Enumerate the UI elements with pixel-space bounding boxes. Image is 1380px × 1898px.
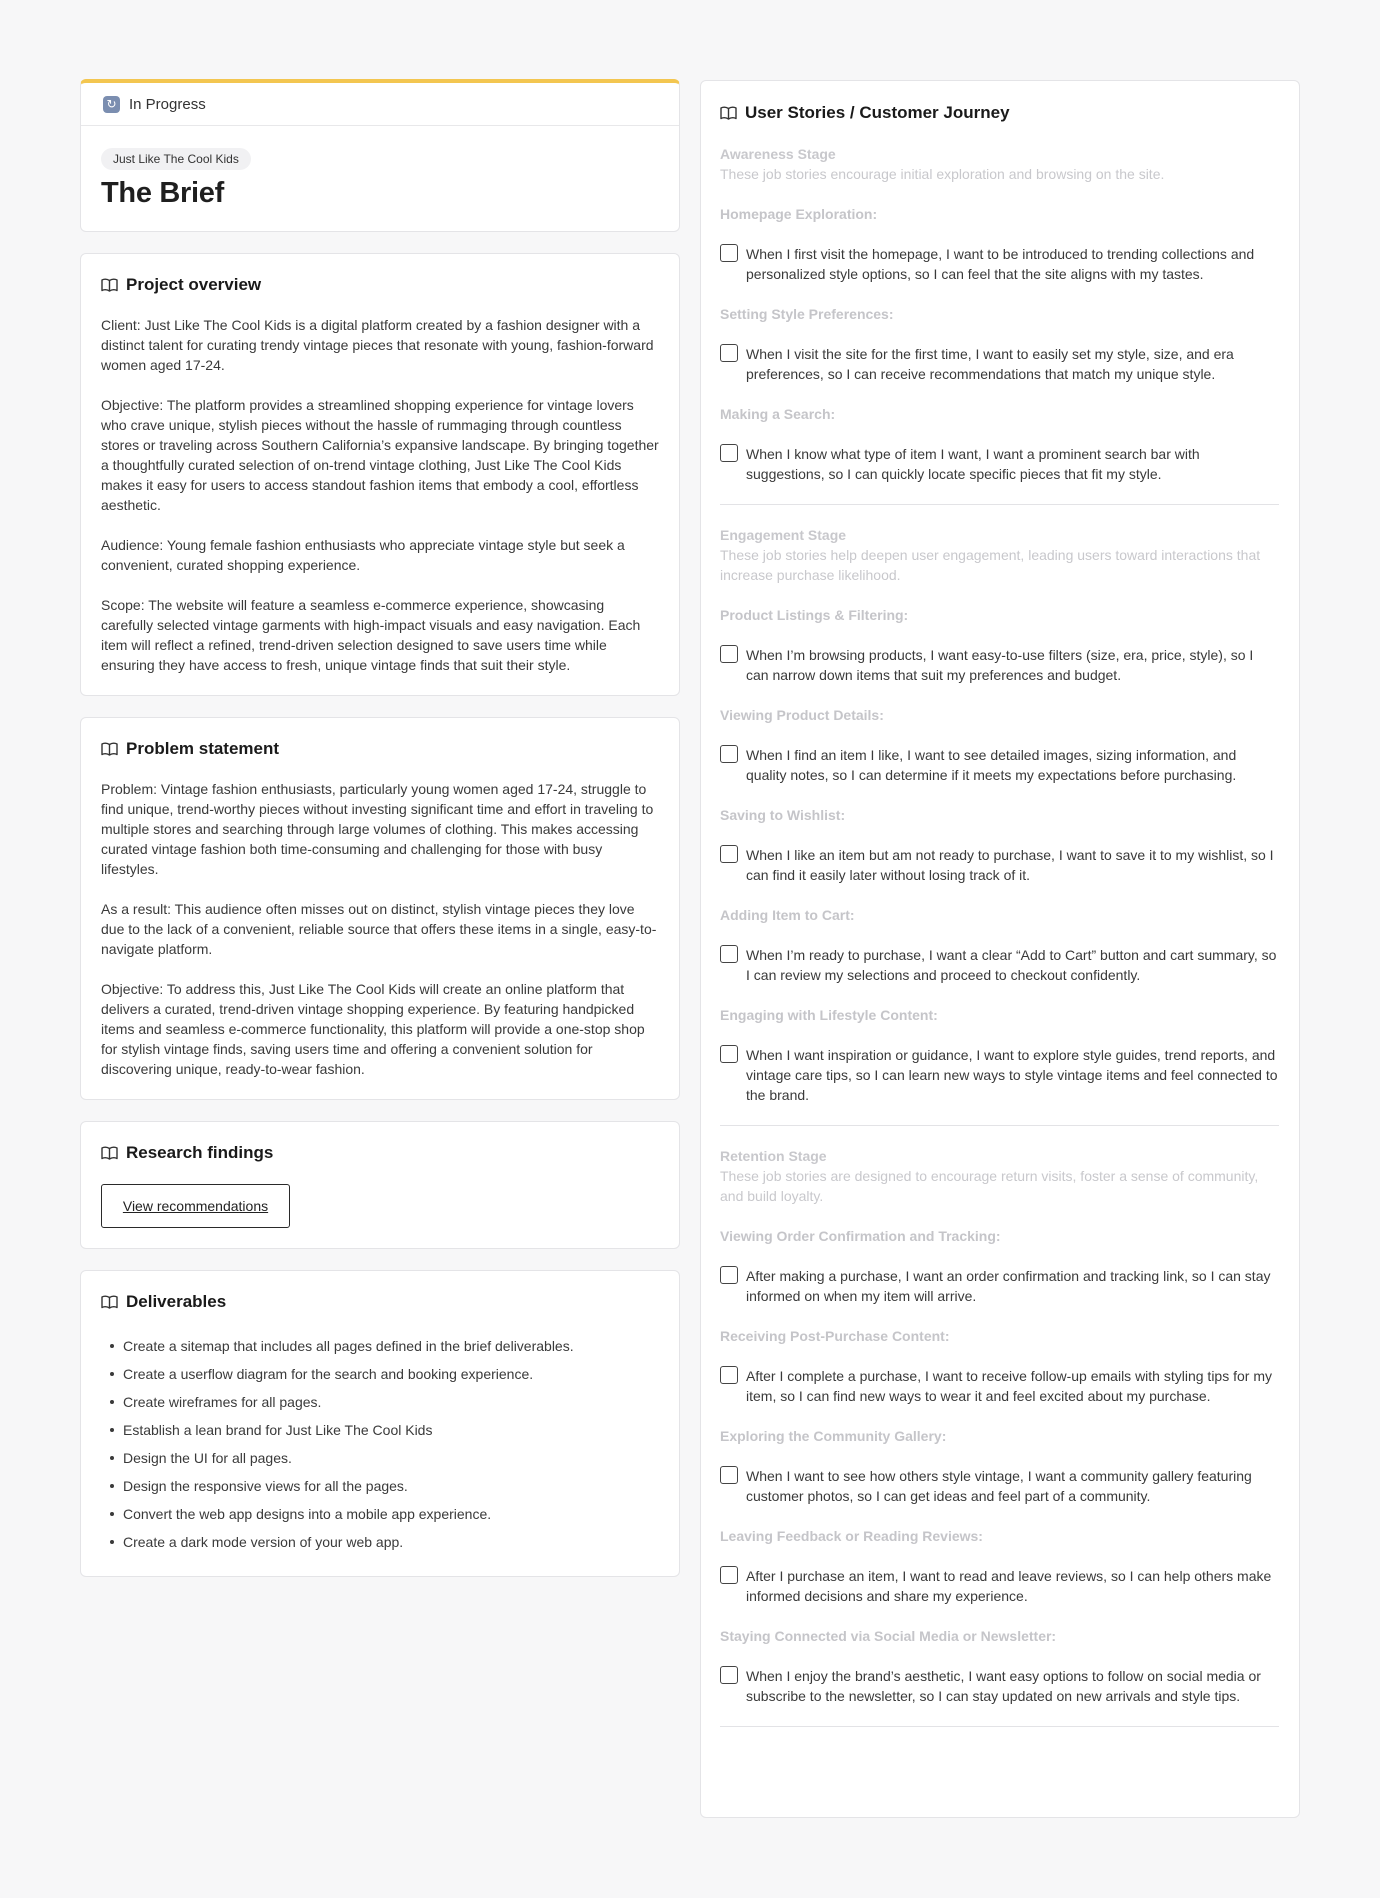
list-item: Design the UI for all pages. [101, 1444, 659, 1472]
story-checkbox[interactable] [720, 745, 738, 763]
stage-heading: Retention Stage [720, 1148, 827, 1164]
story-text: When I’m ready to purchase, I want a clear “Add to Cart” button and cart summary, so I can review my selections and proceed to checkout confidently. [746, 947, 1277, 983]
story-item [720, 444, 1279, 484]
story-group-heading: Adding Item to Cart: [720, 907, 855, 923]
stage-description: These job stories help deepen user engagement, leading users toward interactions that increase purchase likelihood. [720, 547, 1261, 583]
overview-client: Client: Just Like The Cool Kids is a digital platform created by a fashion designer with a distinct talent for curating trendy vintage pieces that resonate with young, fashion-forward women aged 17-24. [101, 317, 654, 373]
book-icon [101, 1295, 118, 1309]
deliverables-list [101, 1332, 659, 1556]
story-group-heading: Receiving Post-Purchase Content: [720, 1328, 950, 1344]
story-item [720, 1666, 1279, 1706]
story-checkbox[interactable] [720, 444, 738, 462]
list-item: Convert the web app designs into a mobile app experience. [101, 1500, 659, 1528]
story-group-heading: Viewing Product Details: [720, 707, 884, 723]
story-checkbox[interactable] [720, 1566, 738, 1584]
book-icon [101, 742, 118, 756]
list-item: Create a dark mode version of your web app. [101, 1528, 659, 1556]
section-title: User Stories / Customer Journey [745, 103, 1010, 122]
section-title: Research findings [126, 1143, 274, 1162]
story-text: After making a purchase, I want an order confirmation and tracking link, so I can stay informed on when my item will arrive. [746, 1268, 1271, 1304]
page-title: The Brief [101, 177, 224, 209]
problem-paragraph: Problem: Vintage fashion enthusiasts, particularly young women aged 17-24, struggle to find unique, trend-worthy pieces without investing significant time and effort in traveling to multiple stores and searching through large volumes of clothing. This makes accessing curated vintage fashion both time-consuming and challenging for those with busy lifestyles. [101, 781, 654, 877]
status-row [81, 83, 679, 126]
book-icon [101, 278, 118, 292]
story-item [720, 1466, 1279, 1506]
list-item: Create a sitemap that includes all pages defined in the brief deliverables. [101, 1332, 659, 1360]
story-group-heading: Saving to Wishlist: [720, 807, 846, 823]
story-group-heading: Product Listings & Filtering: [720, 607, 909, 623]
overview-objective: Objective: The platform provides a streamlined shopping experience for vintage lovers who crave unique, stylish pieces without the hassle of rummaging through countless stores or traveling across Southern California’s expansive landscape. By bringing together a thoughtfully curated selection of on-trend vintage clothing, Just Like The Cool Kids makes it easy for users to access standout fashion items that embody a cool, effortless aesthetic. [101, 397, 659, 513]
stage-heading: Awareness Stage [720, 146, 836, 162]
story-text: When I want to see how others style vintage, I want a community gallery featuring customer photos, so I can get ideas and feel part of a community. [746, 1468, 1252, 1504]
story-checkbox[interactable] [720, 645, 738, 663]
story-text: When I’m browsing products, I want easy-to-use filters (size, era, price, style), so I can narrow down items that suit my preferences and budget. [746, 647, 1254, 683]
list-item: Create wireframes for all pages. [101, 1388, 659, 1416]
stage-heading: Engagement Stage [720, 527, 847, 543]
book-icon [101, 1146, 118, 1160]
book-icon [720, 106, 737, 120]
story-group-heading: Exploring the Community Gallery: [720, 1428, 947, 1444]
left-column [80, 79, 680, 1577]
brief-header-card [80, 79, 680, 232]
problem-result: As a result: This audience often misses out on distinct, stylish vintage pieces they love due to the lack of a convenient, reliable source that offers these items in a single, easy-to-navigate platform. [101, 901, 657, 957]
stage-description: These job stories encourage initial exploration and browsing on the site. [720, 166, 1165, 182]
story-text: When I find an item I like, I want to see detailed images, sizing information, and quality notes, so I can determine if it meets my expectations before purchasing. [746, 747, 1237, 783]
story-checkbox[interactable] [720, 244, 738, 262]
overview-scope: Scope: The website will feature a seamless e-commerce experience, showcasing carefully selected vintage garments with high-impact visuals and easy navigation. Each item will reflect a refined, trend-driven selection designed to save users time while ensuring they have access to fresh, unique vintage finds that suit their style. [101, 597, 641, 673]
story-group-heading: Setting Style Preferences: [720, 306, 894, 322]
story-checkbox[interactable] [720, 1666, 738, 1684]
stage-description: These job stories are designed to encourage return visits, foster a sense of community, and build loyalty. [720, 1168, 1259, 1204]
story-group-heading: Leaving Feedback or Reading Reviews: [720, 1528, 983, 1544]
problem-objective: Objective: To address this, Just Like The Cool Kids will create an online platform that delivers a curated, trend-driven vintage shopping experience. By featuring handpicked items and seamless e-commerce functionality, this platform will provide a one-stop shop for stylish vintage finds, saving users time and offering a convenient solution for discovering unique, ready-to-wear fashion. [101, 981, 645, 1077]
research-findings-card [80, 1121, 680, 1249]
stage-divider [720, 1125, 1279, 1126]
story-item [720, 945, 1279, 985]
story-text: When I want inspiration or guidance, I want to explore style guides, trend reports, and vintage care tips, so I can learn new ways to style vintage items and feel connected to the brand. [746, 1047, 1278, 1103]
story-text: When I first visit the homepage, I want to be introduced to trending collections and personalized style options, so I can feel that the site aligns with my tastes. [746, 246, 1255, 282]
section-title: Problem statement [126, 739, 280, 758]
story-group-heading: Staying Connected via Social Media or Newsletter: [720, 1628, 1057, 1644]
story-checkbox[interactable] [720, 1366, 738, 1384]
story-group-heading: Homepage Exploration: [720, 206, 878, 222]
list-item: Design the responsive views for all the pages. [101, 1472, 659, 1500]
right-column [700, 80, 1300, 1818]
story-item [720, 1045, 1279, 1105]
client-tag: Just Like The Cool Kids [101, 148, 251, 170]
story-item [720, 1266, 1279, 1306]
project-overview-card [80, 253, 680, 696]
stage-divider [720, 1726, 1279, 1727]
overview-audience: Audience: Young female fashion enthusiasts who appreciate vintage style but seek a convenient, curated shopping experience. [101, 537, 625, 573]
story-checkbox[interactable] [720, 845, 738, 863]
story-item [720, 1366, 1279, 1406]
sync-icon: ↻ [103, 96, 120, 113]
story-group-heading: Viewing Order Confirmation and Tracking: [720, 1228, 1001, 1244]
problem-statement-card [80, 717, 680, 1100]
story-item [720, 344, 1279, 384]
story-checkbox[interactable] [720, 344, 738, 362]
story-text: When I visit the site for the first time, I want to easily set my style, size, and era preferences, so I can receive recommendations that match my unique style. [746, 346, 1234, 382]
story-checkbox[interactable] [720, 1466, 738, 1484]
section-title: Project overview [126, 275, 262, 294]
story-text: After I purchase an item, I want to read and leave reviews, so I can help others make informed decisions and share my experience. [746, 1568, 1272, 1604]
list-item: Create a userflow diagram for the search and booking experience. [101, 1360, 659, 1388]
story-group-heading: Engaging with Lifestyle Content: [720, 1007, 938, 1023]
story-checkbox[interactable] [720, 945, 738, 963]
story-text: After I complete a purchase, I want to receive follow-up emails with styling tips for my item, so I can find new ways to wear it and feel excited about my purchase. [746, 1368, 1272, 1404]
story-item [720, 645, 1279, 685]
story-item [720, 745, 1279, 785]
status-label: In Progress [129, 95, 206, 113]
story-item [720, 1566, 1279, 1606]
story-text: When I like an item but am not ready to purchase, I want to save it to my wishlist, so I can find it easily later without losing track of it. [746, 847, 1274, 883]
section-title: Deliverables [126, 1292, 227, 1311]
story-text: When I know what type of item I want, I want a prominent search bar with suggestions, so I can quickly locate specific pieces that fit my style. [746, 446, 1200, 482]
story-checkbox[interactable] [720, 1045, 738, 1063]
view-recommendations-button[interactable]: View recommendations [101, 1184, 290, 1228]
story-group-heading: Making a Search: [720, 406, 836, 422]
story-text: When I enjoy the brand’s aesthetic, I want easy options to follow on social media or subscribe to the newsletter, so I can stay updated on new arrivals and style tips. [746, 1668, 1261, 1704]
story-item [720, 845, 1279, 885]
stage-divider [720, 504, 1279, 505]
user-stories-card [700, 80, 1300, 1818]
deliverables-card [80, 1270, 680, 1577]
story-checkbox[interactable] [720, 1266, 738, 1284]
list-item: Establish a lean brand for Just Like The Cool Kids [101, 1416, 659, 1444]
story-item [720, 244, 1279, 284]
